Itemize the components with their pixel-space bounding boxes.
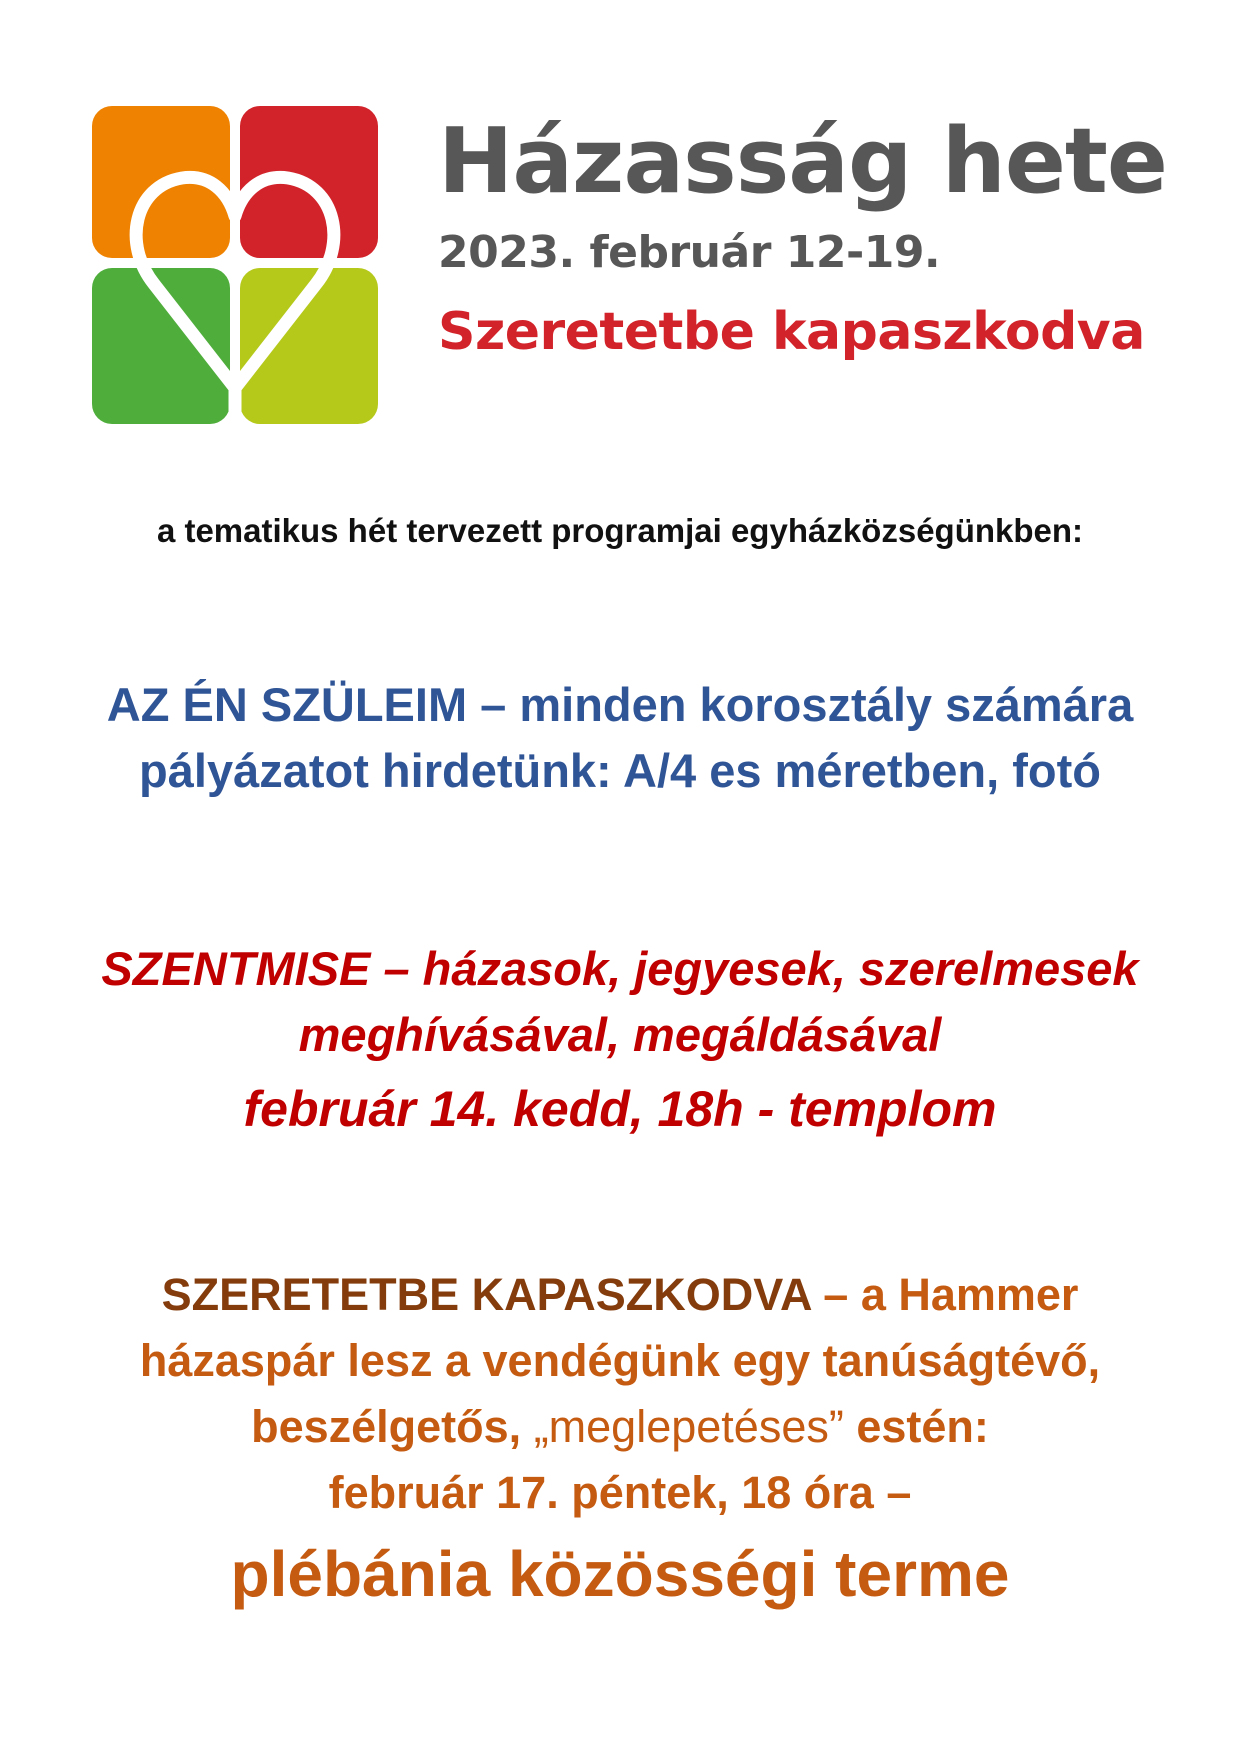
evening-announcement xyxy=(40,1262,1200,1622)
evening-line-3-c: estén: xyxy=(843,1401,989,1452)
mass-announcement xyxy=(40,936,1200,1150)
evening-line-3 xyxy=(40,1394,1200,1460)
evening-line-2: házaspár lesz a vendégünk egy tanúságtévő, xyxy=(139,1335,1101,1386)
evening-location: plébánia közösségi terme xyxy=(230,1538,1010,1610)
evening-line-3-a: beszélgetős, xyxy=(251,1401,534,1452)
evening-heading: SZERETETBE KAPASZKODVA xyxy=(161,1269,811,1320)
event-logo xyxy=(92,106,378,424)
evening-line-1 xyxy=(40,1262,1200,1328)
brand-title: Házasság hete xyxy=(438,109,1167,214)
contest-line-1: AZ ÉN SZÜLEIM – minden korosztály számára xyxy=(106,678,1134,731)
brand-block xyxy=(438,109,1198,362)
contest-announcement xyxy=(40,672,1200,804)
evening-date-line: február 17. péntek, 18 óra – xyxy=(328,1467,912,1518)
evening-surprise-text: „meglepetéses” xyxy=(533,1401,844,1452)
mass-date-line: február 14. kedd, 18h - templom xyxy=(243,1081,997,1137)
evening-line-1-rest: – a Hammer xyxy=(810,1269,1079,1320)
brand-date: 2023. február 12-19. xyxy=(438,227,941,278)
mass-line-2: meghívásával, megáldásával xyxy=(298,1008,942,1061)
mass-line-1: SZENTMISE – házasok, jegyesek, szerelmesek xyxy=(101,942,1139,995)
brand-slogan: Szeretetbe kapaszkodva xyxy=(438,302,1145,362)
heart-flower-logo-icon xyxy=(92,106,378,424)
contest-line-2: pályázatot hirdetünk: A/4 es méretben, fotó xyxy=(139,744,1101,797)
intro-text: a tematikus hét tervezett programjai egyházközségünkben: xyxy=(156,512,1084,549)
